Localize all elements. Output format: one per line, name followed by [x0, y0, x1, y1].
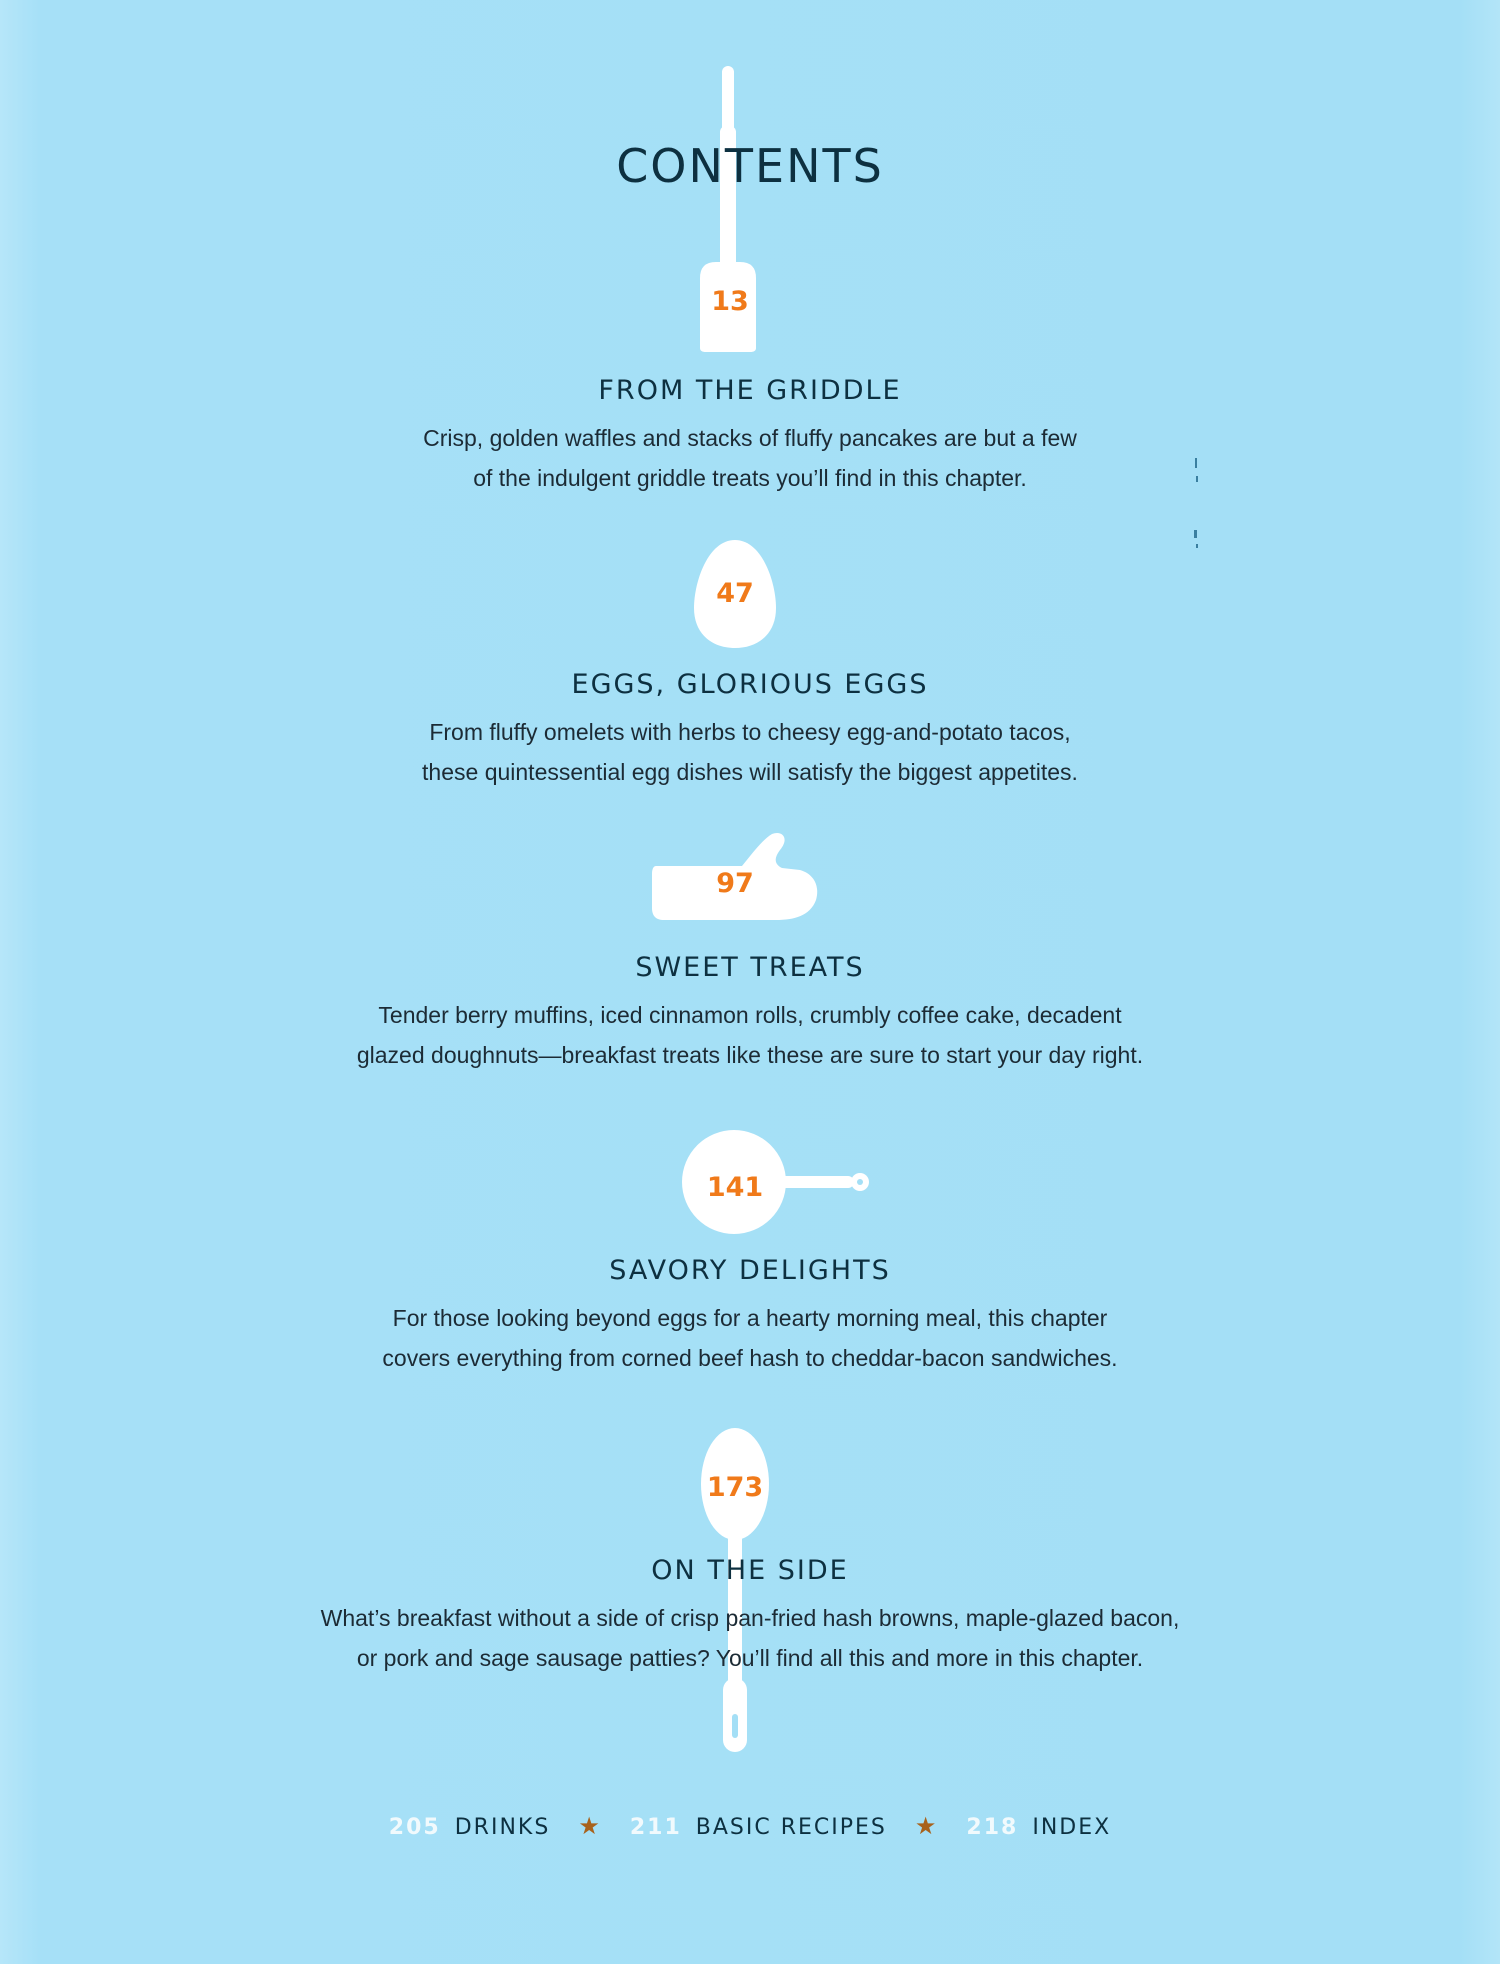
chapter-page-number[interactable]: 13: [711, 286, 749, 317]
chapter-1-icon-area: [690, 286, 770, 326]
page-title: CONTENTS: [616, 138, 884, 193]
chapter-title[interactable]: EGGS, GLORIOUS EGGS: [571, 669, 929, 700]
chapter-title[interactable]: FROM THE GRIDDLE: [598, 375, 902, 406]
chapter-page-number[interactable]: 173: [706, 1472, 764, 1503]
chapter-from-the-griddle: [0, 374, 1500, 498]
chapter-5-number-wrap: [690, 1472, 780, 1512]
chapter-3-number-wrap: [690, 868, 780, 908]
chapter-page-number[interactable]: 47: [716, 578, 754, 609]
footer-link-index[interactable]: INDEX: [1032, 1815, 1112, 1840]
chapter-description: [250, 995, 1250, 1075]
footer-page-number[interactable]: 211: [629, 1815, 682, 1840]
chapter-title[interactable]: SAVORY DELIGHTS: [609, 1255, 891, 1286]
description-line: Tender berry muffins, iced cinnamon rolls, crumbly coffee cake, decadent: [378, 1002, 1122, 1028]
description-line: For those looking beyond eggs for a hearty morning meal, this chapter: [392, 1305, 1108, 1331]
footer-page-number[interactable]: 218: [966, 1815, 1019, 1840]
description-line: or pork and sage sausage patties? You’ll find all this and more in this chapter.: [356, 1645, 1144, 1671]
footer-link-basic-recipes[interactable]: BASIC RECIPES: [695, 1815, 887, 1840]
description-line: What’s breakfast without a side of crisp pan-fried hash browns, maple-glazed bacon,: [320, 1605, 1180, 1631]
chapter-2-number-wrap: [692, 578, 778, 618]
chapter-description: [250, 1298, 1250, 1378]
chapter-description: [250, 418, 1250, 498]
chapter-description: [250, 1598, 1250, 1678]
footer-page-number[interactable]: 205: [388, 1815, 441, 1840]
chapter-description: [250, 712, 1250, 792]
description-line: of the indulgent griddle treats you’ll find in this chapter.: [473, 465, 1027, 491]
chapter-title[interactable]: ON THE SIDE: [651, 1555, 849, 1586]
footer-link-drinks[interactable]: DRINKS: [454, 1815, 551, 1840]
star-icon: ★: [578, 1812, 602, 1840]
description-line: Crisp, golden waffles and stacks of fluffy pancakes are but a few: [423, 425, 1077, 451]
chapter-eggs-glorious-eggs: [0, 668, 1500, 792]
chapter-title[interactable]: SWEET TREATS: [635, 952, 865, 983]
chapter-sweet-treats: [0, 951, 1500, 1075]
description-line: From fluffy omelets with herbs to cheesy egg-and-potato tacos,: [429, 719, 1071, 745]
description-line: these quintessential egg dishes will satisfy the biggest appetites.: [422, 759, 1078, 785]
description-line: glazed doughnuts—breakfast treats like these are sure to start your day right.: [356, 1042, 1144, 1068]
description-line: covers everything from corned beef hash to cheddar-bacon sandwiches.: [382, 1345, 1118, 1371]
chapter-4-number-wrap: [690, 1172, 780, 1212]
chapter-savory-delights: [0, 1254, 1500, 1378]
star-icon: ★: [914, 1812, 939, 1840]
footer-navigation: [0, 1812, 1500, 1840]
chapter-page-number[interactable]: 97: [716, 868, 754, 899]
chapter-page-number[interactable]: 141: [706, 1172, 764, 1203]
chapter-on-the-side: [0, 1554, 1500, 1678]
